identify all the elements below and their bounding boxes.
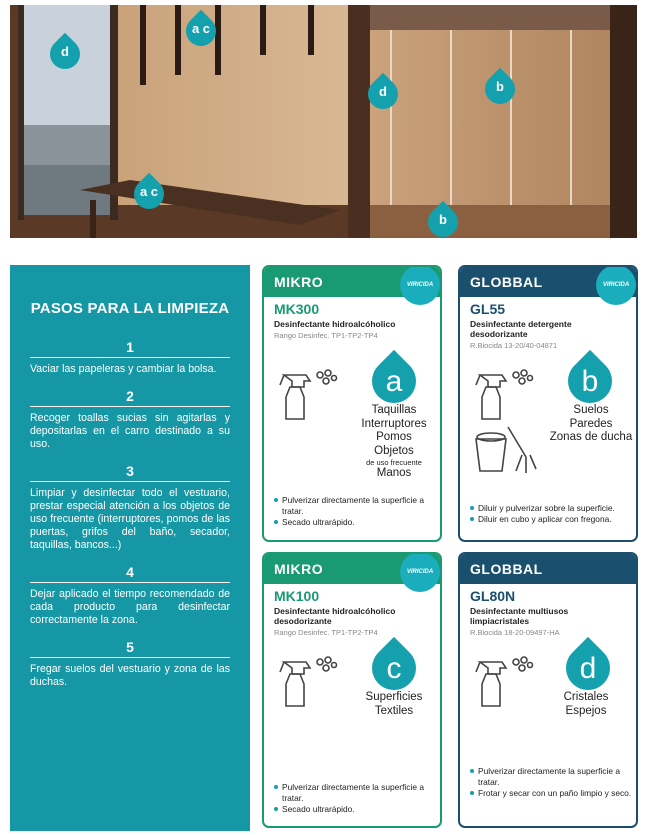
brand-band: MIKRO [264,554,440,584]
step-item: 2 Recoger toallas sucias sin agitarlas y depositarlas en el carro destinado a su uso. [30,388,230,450]
product-card-mk300 [262,265,442,542]
product-card-gl55 [458,265,638,542]
step-item: 4 Dejar aplicado el tiempo recomendado de cada producto para desinfectar correctamente la zona. [30,564,230,626]
product-description: Desinfectante multiusos limpiacristales [470,606,569,626]
spray-bottle-icon [278,654,338,710]
location-pin: b [485,70,515,104]
product-description: Desinfectante hidroalcóholico [274,319,396,329]
usage-areas: Taquillas Interruptores Pomos Objetos de uso frecuente Manos [361,404,427,479]
location-pin: a c [186,12,216,46]
product-code: MK100 [274,588,320,604]
product-card-gl80n [458,552,638,828]
registration-number: Rango Desinfec. TP1-TP2-TP4 [274,331,378,340]
viricida-badge: VIRICIDA [596,265,636,305]
instructions-list: Pulverizar directamente la superficie a tratar. Secado ultrarápido. [274,782,434,815]
viricida-badge: VIRICIDA [400,265,440,305]
product-code: MK300 [274,301,320,317]
letter-drop: b [568,359,612,403]
registration-number: R.Biocida 18-20-09497-HA [470,628,560,637]
location-pin: a c [134,175,164,209]
registration-number: R.Biocida 13-20/40-04871 [470,341,558,350]
step-item: 1 Vaciar las papeleras y cambiar la bolsa. [30,339,230,376]
brand-band: GLOBBAL [460,267,636,297]
instructions-list: Pulverizar directamente la superficie a tratar. Secado ultrarápido. [274,495,434,528]
step-item: 5 Fregar suelos del vestuario y zona de las duchas. [30,639,230,688]
spray-bottle-icon [278,367,338,423]
spray-bottle-icon [474,367,534,423]
usage-areas: Suelos Paredes Zonas de ducha [549,404,633,443]
locker-room-photo [10,5,637,238]
instructions-list: Pulverizar directamente la superficie a tratar. Frotar y secar con un paño limpio y seco. [470,766,635,799]
brand-band: MIKRO [264,267,440,297]
product-description: Desinfectante hidroalcóholico desodorizante [274,606,396,626]
usage-areas: Superficies Textiles [365,691,423,717]
letter-drop: d [566,646,610,690]
location-pin: b [428,203,458,237]
location-pin: d [50,35,80,69]
registration-number: Rango Desinfec. TP1-TP2-TP4 [274,628,378,637]
bucket-mop-icon [472,425,542,475]
product-description: Desinfectante detergente desodorizante [470,319,572,339]
viricida-badge: VIRICIDA [400,552,440,592]
steps-title: PASOS PARA LA LIMPIEZA [30,300,230,317]
product-card-mk100 [262,552,442,828]
product-code: GL80N [470,588,516,604]
photo-illustration [10,5,637,238]
spray-bottle-icon [474,654,534,710]
brand-band: GLOBBAL [460,554,636,584]
location-pin: d [368,75,398,109]
instructions-list: Diluir y pulverizar sobre la superficie. Diluir en cubo y aplicar con fregona. [470,503,635,525]
letter-drop: a [372,359,416,403]
product-code: GL55 [470,301,506,317]
step-item: 3 Limpiar y desinfectar todo el vestuario, prestar especial atención a los objetos de uso frecuente (interruptores, pomos de las puertas, grifos del baño, secador, taquillas, bancos...) [30,463,230,551]
usage-areas: Cristales Espejos [563,691,609,717]
letter-drop: c [372,646,416,690]
cleaning-steps-panel [10,265,250,831]
